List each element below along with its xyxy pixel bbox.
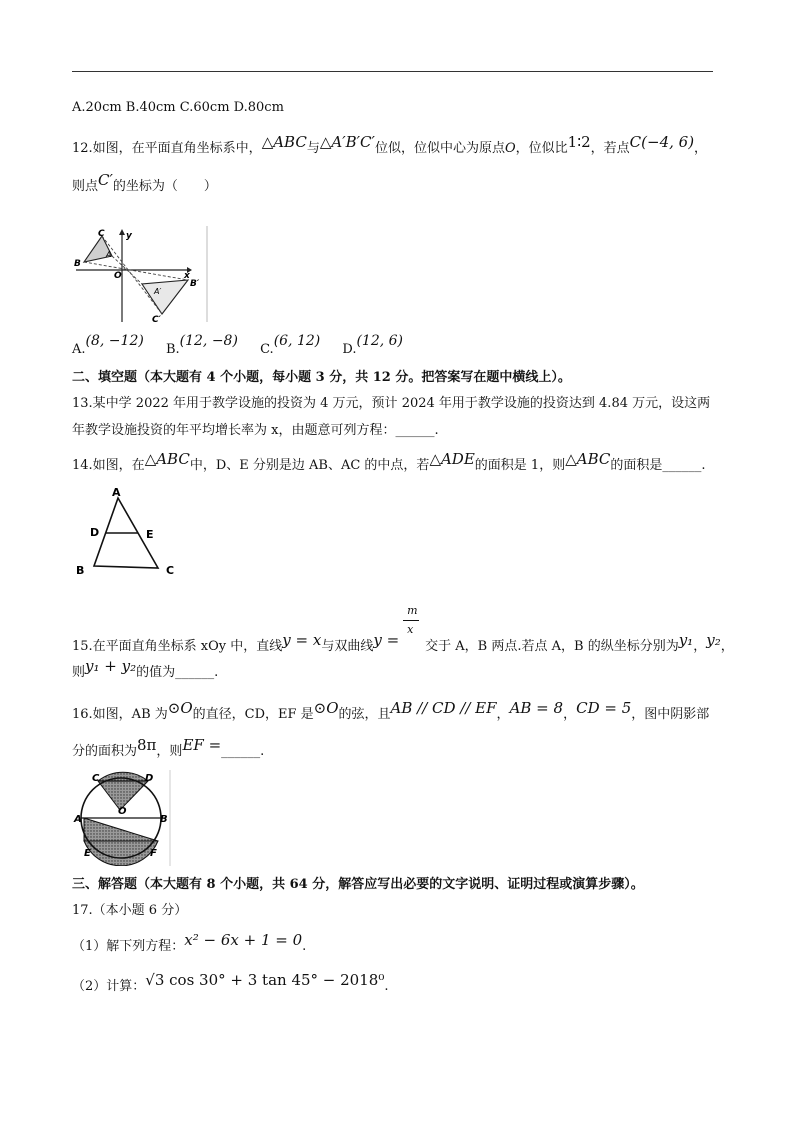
q13-line1: 13.某中学 2022 年用于教学设施的投资为 4 万元，预计 2024 年用于教学设施的投资达到 4.84 万元，设这两 (72, 396, 711, 411)
q16-stem-line2: 分的面积为8π，则EF =______. (72, 736, 265, 759)
q12-options (72, 333, 421, 359)
label-E: E (146, 528, 154, 541)
label-C: C (166, 564, 175, 577)
label-Cprime: C′ (152, 315, 161, 322)
q17-part1: （1）解下列方程：x² − 6x + 1 = 0. (72, 931, 307, 954)
q14-stem: 14.如图，在△ABC中，D、E 分别是边 AB、AC 的中点，若△ADE的面积是 1，则△ABC的面积是______. (72, 450, 706, 473)
label-A: A (106, 250, 112, 259)
label-A: A (74, 814, 82, 825)
q17-part2: （2）计算：√3 cos 30° + 3 tan 45° − 2018⁰. (72, 971, 389, 994)
q12-stem-line1: 12.如图，在平面直角坐标系中，△ABC与△A′B′C′位似，位似中心为原点O，位似比1∶2，若点C(−4, 6)， (72, 133, 708, 156)
label-D: D (145, 773, 154, 784)
label-y: y (126, 231, 132, 241)
label-C: C (92, 773, 100, 784)
header-rule (72, 71, 713, 72)
q17-title: 17.（本小题 6 分） (72, 903, 188, 918)
hyperbola-fraction: $\frac{m}{x}$ (399, 602, 425, 642)
option-b[interactable]: B.(12, −8) (165, 333, 238, 357)
option-c[interactable]: C.(6, 12) (260, 333, 321, 357)
label-A: A (112, 486, 121, 499)
label-B: B (160, 814, 168, 825)
label-B: B (74, 259, 81, 269)
option-a[interactable]: A.(8, −12) (72, 333, 144, 357)
q13-line2: 年教学设施投资的年平均增长率为 x，由题意可列方程：______. (72, 423, 439, 438)
label-x: x (184, 271, 190, 281)
label-O: O (114, 271, 122, 281)
option-d[interactable]: D.(12, 6) (342, 333, 404, 357)
q12-figure (72, 226, 208, 322)
section-2-heading: 二、填空题（本大题有 4 个小题，每小题 3 分，共 12 分。把答案写在题中横线上）。 (72, 370, 571, 385)
label-F: F (150, 848, 157, 859)
label-Aprime: A′ (154, 287, 162, 296)
q16-figure (72, 770, 172, 866)
label-C: C (98, 229, 105, 239)
q15-stem-line1: 15.在平面直角坐标系 xOy 中，直线y = x与双曲线y = $\frac{m}{x}$ 交于 A，B 两点.若点 A，B 的纵坐标分别为y₁，y₂， (72, 604, 734, 654)
q16-stem-line1: 16.如图，AB 为⊙O的直径，CD，EF 是⊙O的弦，且AB // CD // EF，AB = 8，CD = 5，图中阴影部 (72, 699, 710, 722)
label-D: D (90, 526, 100, 539)
label-B: B (76, 564, 85, 577)
section-3-heading: 三、解答题（本大题有 8 个小题，共 64 分，解答应写出必要的文字说明、证明过程或演算步骤）。 (72, 877, 644, 892)
label-O: O (118, 806, 127, 817)
label-Bprime: B′ (190, 279, 200, 289)
q15-stem-line2: 则y₁ + y₂的值为______. (72, 657, 219, 680)
q14-figure (72, 484, 182, 578)
q11-options: A.20cm B.40cm C.60cm D.80cm (72, 100, 284, 115)
q12-stem-line2: 则点C′的坐标为（ ） (72, 171, 217, 194)
label-E: E (84, 848, 91, 859)
